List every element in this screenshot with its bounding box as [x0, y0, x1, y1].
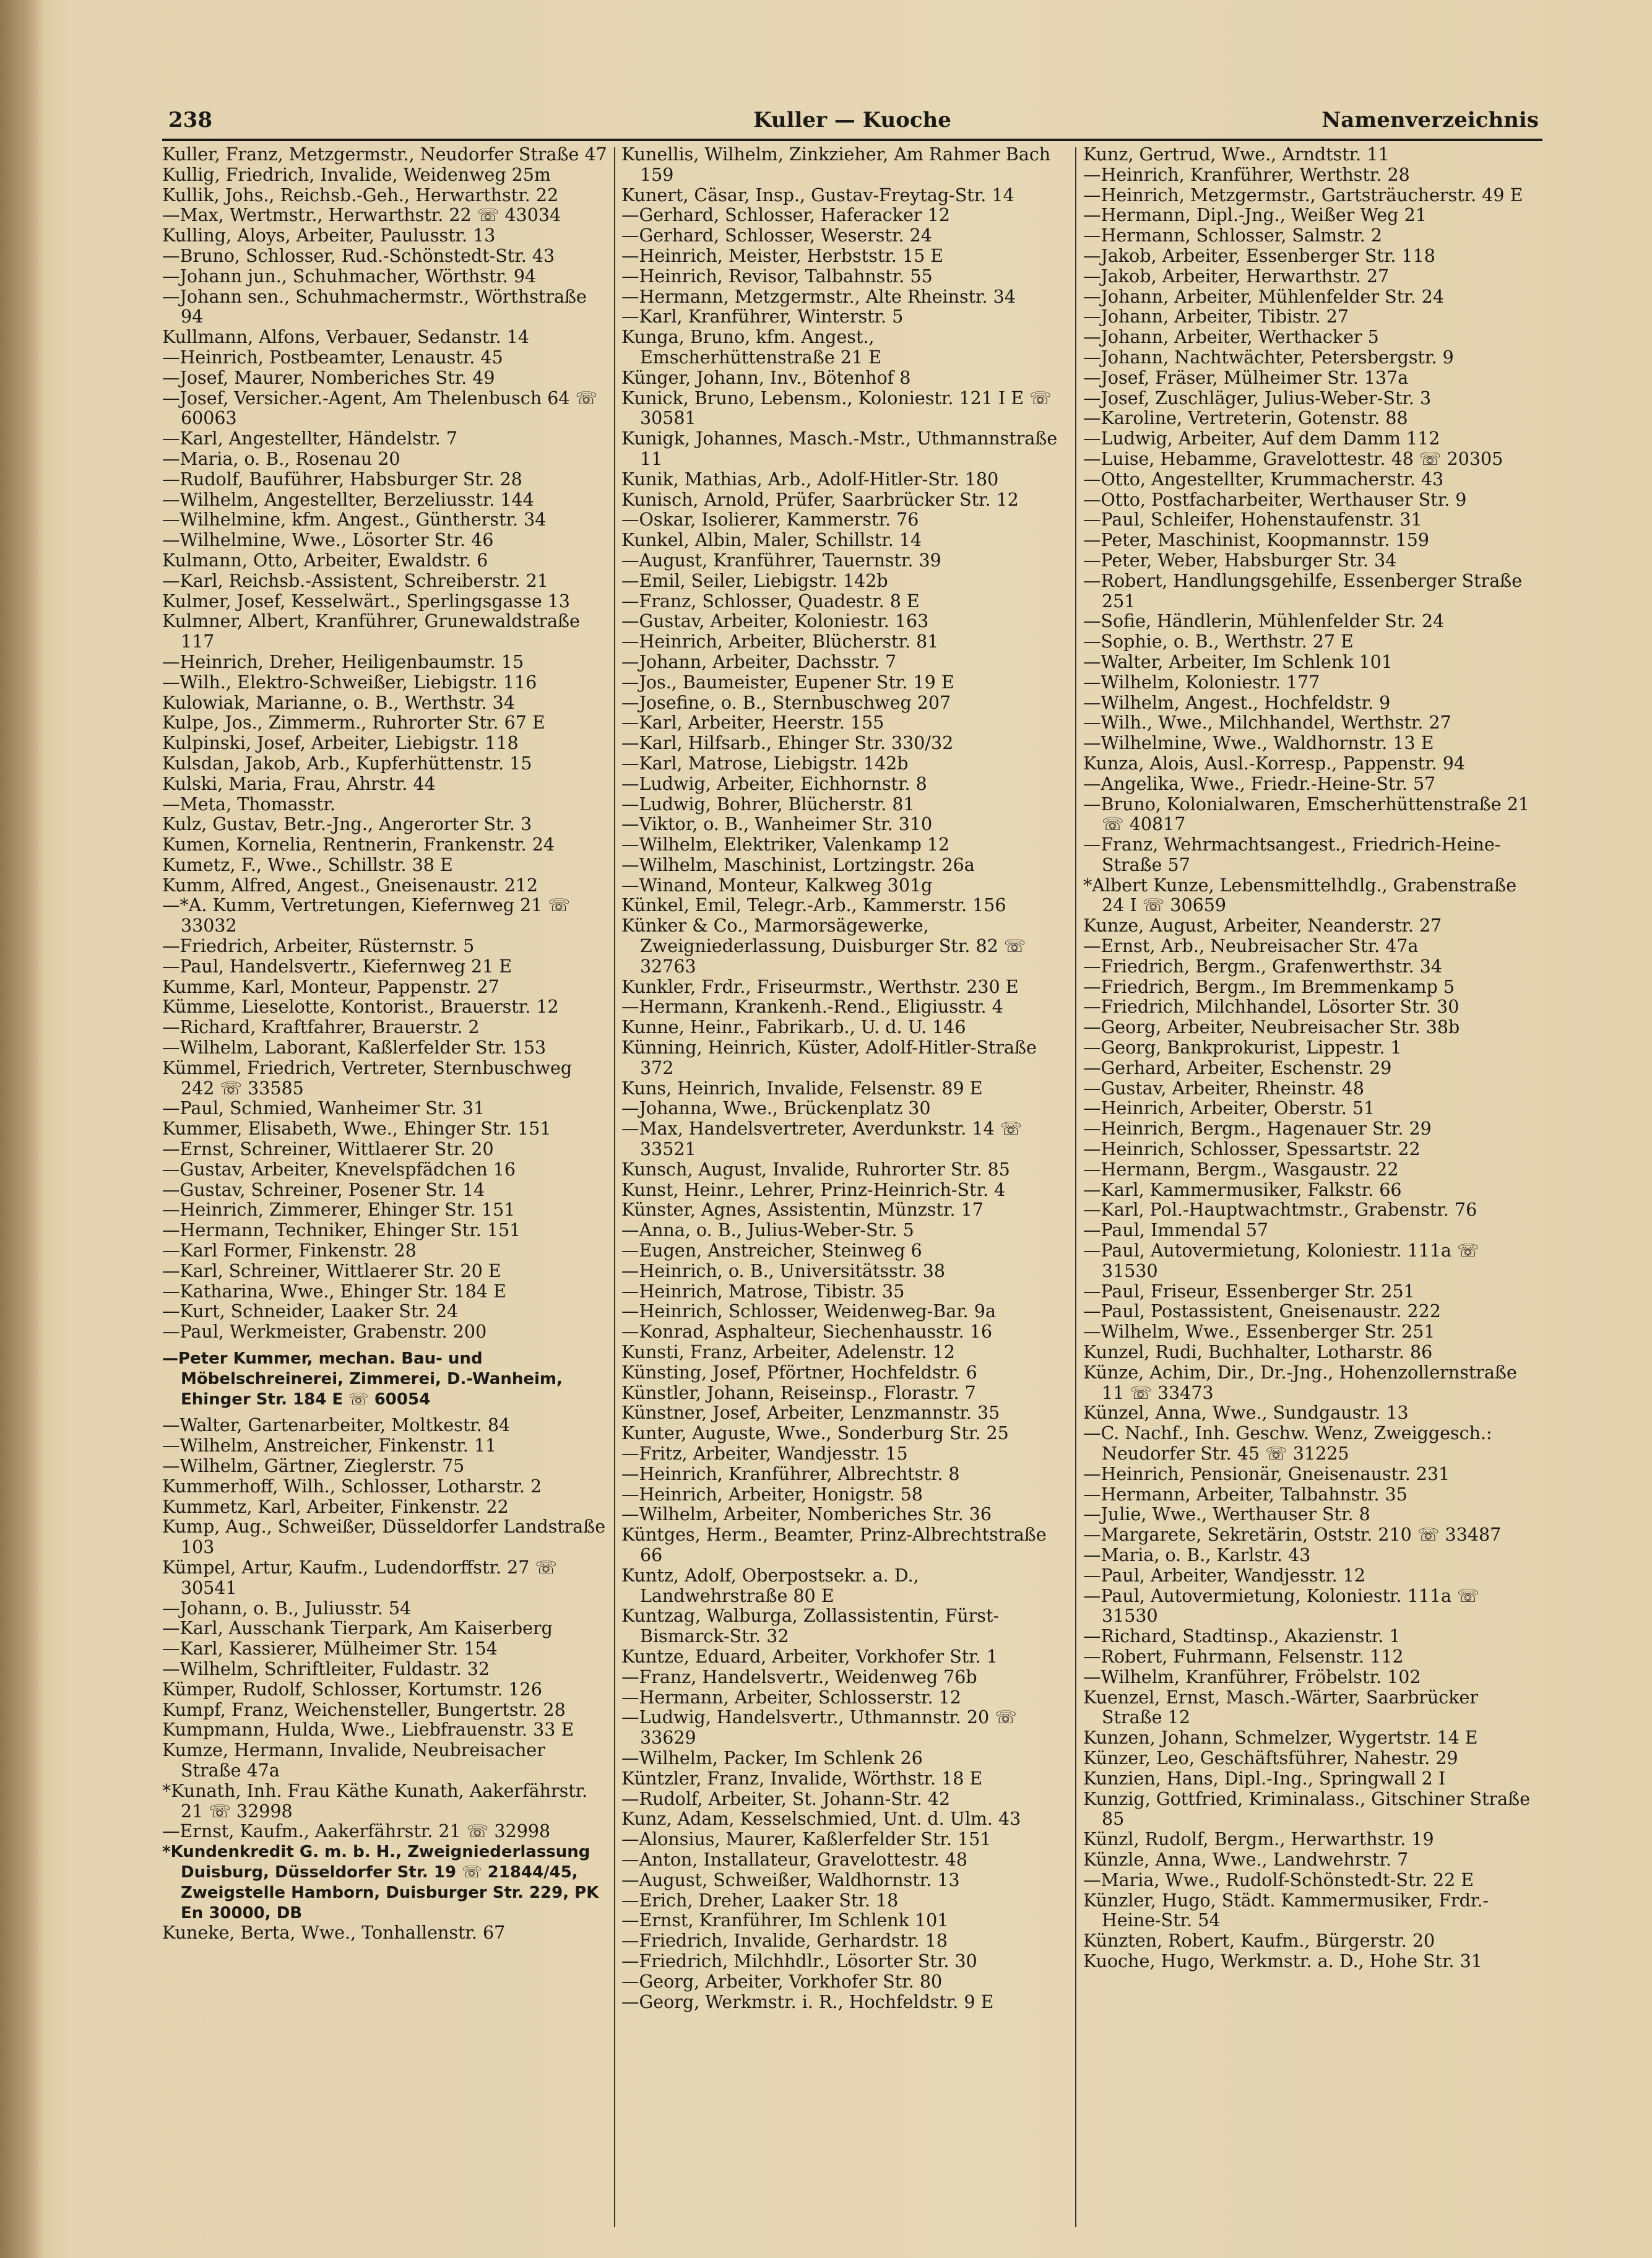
directory-entry: —Friedrich, Milchhdlr., Lösorter Str. 30	[621, 1950, 977, 1971]
directory-entry: —Hermann, Schlosser, Salmstr. 2	[1083, 225, 1383, 246]
directory-entry: —Heinrich, Arbeiter, Oberstr. 51	[1083, 1098, 1375, 1119]
directory-entry: —Heinrich, Bergm., Hagenauer Str. 29	[1083, 1118, 1432, 1140]
directory-entry: —August, Kranführer, Tauernstr. 39	[621, 550, 941, 571]
directory-entry: —Paul, Autovermietung, Koloniestr. 111a ☏ 31530	[1083, 1240, 1479, 1281]
directory-entry: Kuntz, Adolf, Oberpostsekr. a. D., Landwehrstraße 80 E	[621, 1565, 919, 1606]
directory-entry: Kümmel, Friedrich, Vertreter, Sternbuschweg 242 ☏ 33585	[162, 1057, 573, 1099]
directory-entry: —Wilhelmine, Wwe., Waldhornstr. 13 E	[1083, 733, 1434, 754]
directory-entry: Künzel, Anna, Wwe., Sundgaustr. 13	[1083, 1403, 1409, 1424]
directory-entry: —Franz, Wehrmachtsangest., Friedrich-Heine-Straße 57	[1083, 834, 1501, 875]
page-header	[162, 104, 1542, 141]
directory-entry: —Robert, Handlungsgehilfe, Essenberger Straße 251	[1083, 570, 1523, 612]
directory-column-3	[1083, 145, 1531, 2237]
directory-entry: —Gerhard, Schlosser, Haferacker 12	[621, 205, 950, 226]
directory-entry: —Winand, Monteur, Kalkweg 301g	[621, 875, 933, 896]
directory-entry: —Erich, Dreher, Laaker Str. 18	[621, 1890, 899, 1911]
directory-entry: —Paul, Postassistent, Gneisenaustr. 222	[1083, 1301, 1441, 1322]
directory-entry: —*A. Kumm, Vertretungen, Kiefernweg 21 ☏ 33032	[162, 895, 570, 937]
directory-entry: —Karl, Reichsb.-Assistent, Schreiberstr. 21	[162, 570, 548, 591]
directory-entry: Künzten, Robert, Kaufm., Bürgerstr. 20	[1083, 1931, 1435, 1952]
directory-entry: Künkel, Emil, Telegr.-Arb., Kammerstr. 156	[621, 895, 1006, 916]
directory-entry: —Paul, Schleifer, Hohenstaufenstr. 31	[1083, 509, 1422, 530]
directory-entry: Künzle, Anna, Wwe., Landwehrstr. 7	[1083, 1849, 1409, 1870]
directory-entry: —Oskar, Isolierer, Kammerstr. 76	[621, 509, 919, 530]
directory-entry: —Karl, Angestellter, Händelstr. 7	[162, 428, 458, 449]
directory-entry: —Margarete, Sekretärin, Oststr. 210 ☏ 33487	[1083, 1525, 1502, 1546]
directory-entry: —Rudolf, Bauführer, Habsburger Str. 28	[162, 469, 522, 490]
directory-entry: Künker & Co., Marmorsägewerke, Zweigniederlassung, Duisburger Str. 82 ☏ 32763	[621, 915, 1026, 977]
directory-entry: —Heinrich, Metzgermstr., Gartsträucherstr. 49 E	[1083, 184, 1523, 205]
directory-entry: Kullmann, Alfons, Verbauer, Sedanstr. 14	[162, 327, 530, 348]
directory-entry: Kuntzag, Walburga, Zollassistentin, Fürst-Bismarck-Str. 32	[621, 1606, 1000, 1647]
directory-entry: —Paul, Friseur, Essenberger Str. 251	[1083, 1281, 1415, 1302]
directory-entry: —Heinrich, Meister, Herbststr. 15 E	[621, 245, 944, 266]
directory-entry: —Heinrich, Postbeamter, Lenaustr. 45	[162, 347, 503, 368]
directory-column-1	[162, 145, 610, 2237]
directory-entry: —Peter, Weber, Habsburger Str. 34	[1083, 550, 1397, 571]
directory-entry: Kunert, Cäsar, Insp., Gustav-Freytag-Str. 14	[621, 184, 1014, 205]
directory-entry: —Franz, Handelsvertr., Weidenweg 76b	[621, 1666, 977, 1687]
directory-entry: —Hermann, Dipl.-Jng., Weißer Weg 21	[1083, 205, 1427, 226]
directory-entry: —August, Schweißer, Waldhornstr. 13	[621, 1869, 960, 1890]
directory-entry: —Josef, Fräser, Mülheimer Str. 137a	[1083, 367, 1409, 388]
directory-entry: —Paul, Werkmeister, Grabenstr. 200	[162, 1321, 487, 1343]
directory-entry: —Luise, Hebamme, Gravelottestr. 48 ☏ 20305	[1083, 448, 1503, 469]
directory-entry: —Julie, Wwe., Werthauser Str. 8	[1083, 1504, 1370, 1525]
directory-entry: —Wilhelm, Maschinist, Lortzingstr. 26a	[621, 854, 975, 875]
directory-entry: Künzl, Rudolf, Bergm., Herwarthstr. 19	[1083, 1829, 1434, 1850]
directory-entry: —Wilhelm, Schriftleiter, Fuldastr. 32	[162, 1658, 490, 1679]
directory-entry: —Heinrich, Schlosser, Weidenweg-Bar. 9a	[621, 1301, 996, 1322]
directory-entry: —Josef, Zuschläger, Julius-Weber-Str. 3	[1083, 387, 1432, 409]
directory-entry: —Konrad, Asphalteur, Siechenhausstr. 16	[621, 1321, 993, 1343]
directory-entry: Kulmner, Albert, Kranführer, Grunewaldstraße 117	[162, 611, 580, 652]
directory-entry: Kümme, Lieselotte, Kontorist., Brauerstr. 12	[162, 997, 559, 1018]
directory-entry: Kump, Aug., Schweißer, Düsseldorfer Landstraße 103	[162, 1516, 606, 1558]
directory-entry: Kulmann, Otto, Arbeiter, Ewaldstr. 6	[162, 550, 488, 571]
directory-entry: —Ernst, Schreiner, Wittlaerer Str. 20	[162, 1139, 494, 1160]
directory-entry: —Paul, Arbeiter, Wandjesstr. 12	[1083, 1565, 1366, 1586]
directory-entry: Kuller, Franz, Metzgermstr., Neudorfer Straße 47	[162, 145, 607, 165]
directory-entry: —Hermann, Krankenh.-Rend., Eligiusstr. 4	[621, 997, 1003, 1018]
directory-entry: —Heinrich, Arbeiter, Blücherstr. 81	[621, 631, 939, 652]
directory-entry: —Karl, Hilfsarb., Ehinger Str. 330/32	[621, 733, 954, 754]
directory-entry: —Heinrich, Matrose, Tibistr. 35	[621, 1281, 905, 1302]
directory-entry: —Johann, Arbeiter, Tibistr. 27	[1083, 306, 1349, 327]
directory-entry: —Anna, o. B., Julius-Weber-Str. 5	[621, 1220, 914, 1241]
directory-entry: —Gustav, Arbeiter, Rheinstr. 48	[1083, 1078, 1364, 1099]
directory-entry: Kummerhoff, Wilh., Schlosser, Lotharstr. 2	[162, 1476, 542, 1497]
directory-entry: Kumpf, Franz, Weichensteller, Bungertstr. 28	[162, 1699, 566, 1720]
directory-entry: —Wilhelmine, Wwe., Lösorter Str. 46	[162, 530, 494, 551]
directory-entry: Kulpe, Jos., Zimmerm., Ruhrorter Str. 67 E	[162, 712, 545, 733]
directory-entry: —Robert, Fuhrmann, Felsenstr. 112	[1083, 1646, 1404, 1667]
directory-entry: Kummer, Elisabeth, Wwe., Ehinger Str. 151	[162, 1118, 551, 1140]
directory-entry: —Ernst, Kranführer, Im Schlenk 101	[621, 1910, 949, 1931]
directory-entry: —Sofie, Händlerin, Mühlenfelder Str. 24	[1083, 611, 1445, 632]
directory-entry: —Josefine, o. B., Sternbuschweg 207	[621, 692, 951, 713]
directory-entry: —Paul, Handelsvertr., Kiefernweg 21 E	[162, 956, 512, 977]
directory-entry: —Meta, Thomasstr.	[162, 794, 335, 815]
directory-entry: —Sophie, o. B., Werthstr. 27 E	[1083, 631, 1354, 652]
directory-entry: Kunz, Adam, Kesselschmied, Unt. d. Ulm. 43	[621, 1809, 1021, 1830]
page-title: Kuller — Kuoche	[753, 108, 951, 132]
directory-entry: —Friedrich, Bergm., Im Bremmenkamp 5	[1083, 976, 1455, 997]
directory-entry: —Ernst, Arb., Neubreisacher Str. 47a	[1083, 936, 1419, 957]
directory-entry: —Wilhelm, Arbeiter, Nomberiches Str. 36	[621, 1504, 992, 1525]
directory-entry: —Peter, Maschinist, Koopmannstr. 159	[1083, 530, 1429, 551]
directory-entry: —Johann, Arbeiter, Mühlenfelder Str. 24	[1083, 286, 1445, 307]
directory-entry: —Max, Handelsvertreter, Averdunkstr. 14 ☏ 33521	[621, 1118, 1023, 1160]
directory-entry: —Fritz, Arbeiter, Wandjesstr. 15	[621, 1443, 908, 1464]
directory-entry: Künger, Johann, Inv., Bötenhof 8	[621, 367, 911, 388]
directory-entry: Kumme, Karl, Monteur, Pappenstr. 27	[162, 976, 499, 997]
directory-entry: —Ludwig, Arbeiter, Auf dem Damm 112	[1083, 428, 1440, 449]
directory-entry: —Wilhelm, Elektriker, Valenkamp 12	[621, 834, 950, 855]
directory-entry: —Georg, Bankprokurist, Lippestr. 1	[1083, 1037, 1402, 1058]
directory-entry: —Heinrich, o. B., Universitätsstr. 38	[621, 1260, 946, 1281]
directory-entry: —Karl, Kammermusiker, Falkstr. 66	[1083, 1179, 1402, 1200]
directory-entry: Künze, Achim, Dir., Dr.-Jng., Hohenzollernstraße 11 ☏ 33473	[1083, 1362, 1517, 1403]
column-divider	[1075, 147, 1076, 2227]
directory-entry: Kulmer, Josef, Kesselwärt., Sperlingsgasse 13	[162, 590, 571, 612]
directory-entry: Kunik, Mathias, Arb., Adolf-Hitler-Str. 180	[621, 469, 999, 490]
directory-entry: —Angelika, Wwe., Friedr.-Heine-Str. 57	[1083, 773, 1436, 794]
directory-entry: —Karl, Pol.-Hauptwachtmstr., Grabenstr. 76	[1083, 1200, 1477, 1221]
directory-entry: —Johann, Arbeiter, Werthacker 5	[1083, 327, 1379, 348]
directory-entry: —Gustav, Arbeiter, Knevelspfädchen 16	[162, 1159, 516, 1180]
directory-entry: —Bruno, Schlosser, Rud.-Schönstedt-Str. 43	[162, 245, 555, 266]
directory-entry: —Ernst, Kaufm., Aakerfährstr. 21 ☏ 32998	[162, 1821, 551, 1842]
directory-entry: —Josef, Maurer, Nomberiches Str. 49	[162, 367, 495, 388]
directory-entry: —Wilhelm, Angestellter, Berzeliusstr. 144	[162, 489, 534, 510]
directory-entry: —Gustav, Arbeiter, Koloniestr. 163	[621, 611, 929, 632]
directory-entry: —Johann, o. B., Juliusstr. 54	[162, 1598, 412, 1619]
directory-entry: —Otto, Postfacharbeiter, Werthauser Str. 9	[1083, 489, 1467, 510]
directory-entry: —Paul, Schmied, Wanheimer Str. 31	[162, 1098, 485, 1119]
directory-entry: Künster, Agnes, Assistentin, Münzstr. 17	[621, 1200, 984, 1221]
directory-entry: Kuoche, Hugo, Werkmstr. a. D., Hohe Str. 31	[1083, 1950, 1482, 1971]
directory-entry: —C. Nachf., Inh. Geschw. Wenz, Zweiggesch.: Neudorfer Str. 45 ☏ 31225	[1083, 1423, 1492, 1464]
directory-entry: —Wilhelm, Wwe., Essenberger Str. 251	[1083, 1321, 1435, 1343]
directory-entry: —Karl Former, Finkenstr. 28	[162, 1240, 417, 1261]
directory-entry: Kunkler, Frdr., Friseurmstr., Werthstr. 230 E	[621, 976, 1019, 997]
directory-entry: —Wilhelm, Kranführer, Fröbelstr. 102	[1083, 1666, 1421, 1687]
directory-entry: —Richard, Kraftfahrer, Brauerstr. 2	[162, 1017, 480, 1038]
directory-entry: —Emil, Seiler, Liebigstr. 142b	[621, 570, 888, 591]
directory-entry: —Heinrich, Zimmerer, Ehinger Str. 151	[162, 1200, 516, 1221]
directory-entry: —Jos., Baumeister, Eupener Str. 19 E	[621, 672, 954, 693]
directory-entry: —Heinrich, Revisor, Talbahnstr. 55	[621, 266, 933, 287]
directory-entry: Kumen, Kornelia, Rentnerin, Frankenstr. 24	[162, 834, 555, 855]
directory-entry: Kümper, Rudolf, Schlosser, Kortumstr. 126	[162, 1679, 542, 1700]
directory-entry: Kumpmann, Hulda, Wwe., Liebfrauenstr. 33 E	[162, 1719, 574, 1741]
directory-entry: —Josef, Versicher.-Agent, Am Thelenbusch 64 ☏ 60063	[162, 387, 598, 429]
directory-entry: —Viktor, o. B., Wanheimer Str. 310	[621, 814, 933, 835]
directory-entry: —Gerhard, Arbeiter, Eschenstr. 29	[1083, 1057, 1392, 1078]
directory-entry: —Wilh., Wwe., Milchhandel, Werthstr. 27	[1083, 712, 1451, 733]
directory-entry: —Richard, Stadtinsp., Akazienstr. 1	[1083, 1626, 1401, 1647]
directory-entry: Kunisch, Arnold, Prüfer, Saarbrücker Str. 12	[621, 489, 1019, 510]
directory-entry: —Wilhelm, Laborant, Kaßlerfelder Str. 153	[162, 1037, 547, 1058]
directory-entry: Kunzig, Gottfried, Kriminalass., Gitschiner Straße 85	[1083, 1788, 1531, 1830]
directory-entry: —Walter, Gartenarbeiter, Moltkestr. 84	[162, 1415, 511, 1436]
directory-entry: Kümpel, Artur, Kaufm., Ludendorffstr. 27 ☏ 30541	[162, 1557, 558, 1598]
directory-entry: Kunsti, Franz, Arbeiter, Adelenstr. 12	[621, 1342, 955, 1363]
directory-entry: Kumm, Alfred, Angest., Gneisenaustr. 212	[162, 875, 538, 896]
directory-entry: Kunellis, Wilhelm, Zinkzieher, Am Rahmer Bach 159	[621, 145, 1051, 185]
directory-entry: —Hermann, Techniker, Ehinger Str. 151	[162, 1220, 521, 1241]
directory-entry: —Wilhelm, Angest., Hochfeldstr. 9	[1083, 692, 1391, 713]
directory-entry: —Karl, Arbeiter, Heerstr. 155	[621, 712, 884, 733]
directory-entry: —Gustav, Schreiner, Posener Str. 14	[162, 1179, 485, 1200]
directory-entry: —Bruno, Kolonialwaren, Emscherhüttenstraße 21 ☏ 40817	[1083, 794, 1529, 835]
directory-entry: Kunga, Bruno, kfm. Angest., Emscherhüttenstraße 21 E	[621, 327, 881, 368]
directory-entry: —Karoline, Vertreterin, Gotenstr. 88	[1083, 408, 1408, 429]
directory-entry: —Johann sen., Schuhmachermstr., Wörthstraße 94	[162, 286, 587, 327]
directory-entry: *Kundenkredit G. m. b. H., Zweigniederlassung Duisburg, Düsseldorfer Str. 19 ☏ 21844/45, Zweigstelle Hamborn, Duisburger Str. 229, PK En 30000, DB	[162, 1843, 599, 1923]
directory-entry: —Paul, Autovermietung, Koloniestr. 111a ☏ 31530	[1083, 1585, 1479, 1627]
directory-entry: —Maria, o. B., Karlstr. 43	[1083, 1544, 1311, 1565]
directory-entry: Küntges, Herm., Beamter, Prinz-Albrechtstraße 66	[621, 1525, 1047, 1565]
directory-entry: Kunza, Alois, Ausl.-Korresp., Pappenstr. 94	[1083, 753, 1465, 774]
directory-entry: Künzler, Hugo, Städt. Kammermusiker, Frdr.-Heine-Str. 54	[1083, 1890, 1489, 1931]
directory-entry: —Alonsius, Maurer, Kaßlerfelder Str. 151	[621, 1829, 992, 1850]
directory-entry: Künsting, Josef, Pförtner, Hochfeldstr. 6	[621, 1362, 977, 1383]
directory-entry: —Eugen, Anstreicher, Steinweg 6	[621, 1240, 922, 1261]
directory-entry: —Heinrich, Pensionär, Gneisenaustr. 231	[1083, 1463, 1450, 1484]
directory-entry: —Heinrich, Dreher, Heiligenbaumstr. 15	[162, 651, 524, 672]
directory-entry: *Kunath, Inh. Frau Käthe Kunath, Aakerfährstr. 21 ☏ 32998	[162, 1780, 588, 1822]
directory-entry: Kunne, Heinr., Fabrikarb., U. d. U. 146	[621, 1017, 966, 1038]
directory-entry: —Heinrich, Arbeiter, Honigstr. 58	[621, 1484, 923, 1505]
directory-entry: —Karl, Kranführer, Winterstr. 5	[621, 306, 904, 327]
directory-entry: —Anton, Installateur, Gravelottestr. 48	[621, 1849, 968, 1870]
directory-entry: —Maria, Wwe., Rudolf-Schönstedt-Str. 22 E	[1083, 1869, 1474, 1890]
directory-entry: —Heinrich, Kranführer, Albrechtstr. 8	[621, 1463, 960, 1484]
directory-entry: Kunze, August, Arbeiter, Neanderstr. 27	[1083, 915, 1442, 937]
directory-entry: —Jakob, Arbeiter, Herwarthstr. 27	[1083, 266, 1390, 287]
directory-entry: Kulling, Aloys, Arbeiter, Paulusstr. 13	[162, 225, 496, 246]
directory-entry: Küntzler, Franz, Invalide, Wörthstr. 18 E	[621, 1768, 983, 1789]
page-number: 238	[168, 108, 212, 132]
directory-entry: —Friedrich, Invalide, Gerhardstr. 18	[621, 1931, 948, 1952]
directory-entry: —Maria, o. B., Rosenau 20	[162, 448, 400, 469]
directory-entry: —Hermann, Metzgermstr., Alte Rheinstr. 34	[621, 286, 1016, 307]
directory-entry: —Karl, Matrose, Liebigstr. 142b	[621, 753, 909, 774]
directory-entry: —Ludwig, Bohrer, Blücherstr. 81	[621, 794, 915, 815]
section-title: Namenverzeichnis	[1321, 108, 1539, 132]
directory-entry: Kulski, Maria, Frau, Ahrstr. 44	[162, 773, 436, 794]
directory-entry: Kunkel, Albin, Maler, Schillstr. 14	[621, 530, 922, 551]
directory-entry: Kulowiak, Marianne, o. B., Werthstr. 34	[162, 692, 515, 713]
directory-entry: —Wilhelm, Anstreicher, Finkenstr. 11	[162, 1435, 497, 1456]
directory-entry: Kunigk, Johannes, Masch.-Mstr., Uthmannstraße 11	[621, 428, 1058, 469]
directory-entry: —Johann jun., Schuhmacher, Wörthstr. 94	[162, 266, 537, 287]
directory-entry: Kullig, Friedrich, Invalide, Weidenweg 25m	[162, 164, 551, 185]
directory-entry: —Johann, Arbeiter, Dachsstr. 7	[621, 651, 897, 672]
directory-entry: Kunsch, August, Invalide, Ruhrorter Str. 85	[621, 1159, 1010, 1180]
directory-entry: —Kurt, Schneider, Laaker Str. 24	[162, 1301, 459, 1322]
directory-entry: —Friedrich, Bergm., Grafenwerthstr. 34	[1083, 956, 1442, 977]
directory-entry: —Johanna, Wwe., Brückenplatz 30	[621, 1098, 931, 1119]
directory-entry: Künstler, Johann, Reiseinsp., Florastr. 7	[621, 1382, 976, 1403]
directory-entry: —Ludwig, Arbeiter, Eichhornstr. 8	[621, 773, 927, 794]
directory-entry: —Hermann, Arbeiter, Talbahnstr. 35	[1083, 1484, 1408, 1505]
directory-entry: —Wilh., Elektro-Schweißer, Liebigstr. 116	[162, 672, 537, 693]
directory-entry: *Albert Kunze, Lebensmittelhdlg., Grabenstraße 24 I ☏ 30659	[1083, 875, 1517, 916]
directory-entry: —Max, Wertmstr., Herwarthstr. 22 ☏ 43034	[162, 205, 561, 226]
directory-entry: —Karl, Kassierer, Mülheimer Str. 154	[162, 1638, 498, 1659]
directory-entry: Künning, Heinrich, Küster, Adolf-Hitler-Straße 372	[621, 1037, 1037, 1078]
directory-entry: —Georg, Werkmstr. i. R., Hochfeldstr. 9 E	[621, 1991, 994, 2012]
directory-entry: —Georg, Arbeiter, Neubreisacher Str. 38b	[1083, 1017, 1460, 1038]
directory-entry: —Wilhelm, Gärtner, Zieglerstr. 75	[162, 1456, 465, 1476]
directory-entry: Kumetz, F., Wwe., Schillstr. 38 E	[162, 854, 453, 875]
directory-entry: —Heinrich, Kranführer, Werthstr. 28	[1083, 164, 1410, 185]
directory-entry: —Hermann, Arbeiter, Schlosserstr. 12	[621, 1687, 961, 1708]
directory-entry: Kuntze, Eduard, Arbeiter, Vorkhofer Str. 1	[621, 1646, 998, 1667]
directory-entry: —Wilhelmine, kfm. Angest., Güntherstr. 34	[162, 509, 547, 530]
directory-entry: —Wilhelm, Packer, Im Schlenk 26	[621, 1747, 923, 1768]
directory-column-2	[621, 145, 1070, 2237]
directory-entry: Künzer, Leo, Geschäftsführer, Nahestr. 29	[1083, 1747, 1458, 1768]
directory-entry: Kunter, Auguste, Wwe., Sonderburg Str. 25	[621, 1423, 1009, 1444]
directory-entry: —Georg, Arbeiter, Vorkhofer Str. 80	[621, 1971, 943, 1992]
directory-entry: —Karl, Ausschank Tierpark, Am Kaiserberg	[162, 1618, 553, 1639]
directory-entry: Kunst, Heinr., Lehrer, Prinz-Heinrich-Str. 4	[621, 1179, 1006, 1200]
directory-entry: —Jakob, Arbeiter, Essenberger Str. 118	[1083, 245, 1435, 266]
directory-entry: —Hermann, Bergm., Wasgaustr. 22	[1083, 1159, 1399, 1180]
directory-entry: —Wilhelm, Koloniestr. 177	[1083, 672, 1320, 693]
directory-entry: Kuneke, Berta, Wwe., Tonhallenstr. 67	[162, 1923, 506, 1944]
directory-entry: Kummetz, Karl, Arbeiter, Finkenstr. 22	[162, 1496, 509, 1517]
directory-entry: —Walter, Arbeiter, Im Schlenk 101	[1083, 651, 1393, 672]
directory-entry: Kulsdan, Jakob, Arb., Kupferhüttenstr. 15	[162, 753, 532, 774]
directory-entry: Kuenzel, Ernst, Masch.-Wärter, Saarbrücker Straße 12	[1083, 1687, 1479, 1728]
column-divider	[614, 147, 615, 2227]
directory-entry: —Paul, Immendal 57	[1083, 1220, 1269, 1241]
directory-entry: Kunzen, Johann, Schmelzer, Wygertstr. 14 E	[1083, 1728, 1478, 1749]
directory-entry: —Franz, Schlosser, Quadestr. 8 E	[621, 590, 920, 612]
directory-entry: —Katharina, Wwe., Ehinger Str. 184 E	[162, 1281, 506, 1302]
directory-entry: Kuns, Heinrich, Invalide, Felsenstr. 89 E	[621, 1078, 983, 1099]
directory-entry: —Johann, Nachtwächter, Petersbergstr. 9	[1083, 347, 1454, 368]
directory-entry: Kunick, Bruno, Lebensm., Koloniestr. 121 I E ☏ 30581	[621, 387, 1052, 429]
book-binding-edge	[0, 0, 43, 2258]
directory-entry: —Heinrich, Schlosser, Spessartstr. 22	[1083, 1139, 1421, 1160]
directory-entry: —Gerhard, Schlosser, Weserstr. 24	[621, 225, 932, 246]
directory-entry: Künstner, Josef, Arbeiter, Lenzmannstr. 35	[621, 1403, 1000, 1424]
directory-entry: —Rudolf, Arbeiter, St. Johann-Str. 42	[621, 1788, 951, 1809]
directory-entry: Kullik, Johs., Reichsb.-Geh., Herwarthstr. 22	[162, 184, 559, 205]
directory-entry: —Otto, Angestellter, Krummacherstr. 43	[1083, 469, 1444, 490]
directory-entry: Kumze, Hermann, Invalide, Neubreisacher Straße 47a	[162, 1740, 545, 1781]
directory-entry: Kunz, Gertrud, Wwe., Arndtstr. 11	[1083, 145, 1390, 165]
directory-entry: Kulpinski, Josef, Arbeiter, Liebigstr. 118	[162, 733, 519, 754]
directory-entry: Kunzien, Hans, Dipl.-Ing., Springwall 2 I	[1083, 1768, 1446, 1789]
directory-entry: Kulz, Gustav, Betr.-Jng., Angerorter Str. 3	[162, 814, 532, 835]
directory-entry: —Friedrich, Arbeiter, Rüsternstr. 5	[162, 936, 475, 957]
directory-entry: —Friedrich, Milchhandel, Lösorter Str. 30	[1083, 997, 1460, 1018]
directory-entry: —Peter Kummer, mechan. Bau- und Möbelschreinerei, Zimmerei, D.-Wanheim, Ehinger Str. 184 E ☏ 60054	[162, 1349, 563, 1409]
directory-entry: —Ludwig, Handelsvertr., Uthmannstr. 20 ☏ 33629	[621, 1707, 1017, 1749]
directory-entry: Kunzel, Rudi, Buchhalter, Lotharstr. 86	[1083, 1342, 1433, 1363]
directory-entry: —Karl, Schreiner, Wittlaerer Str. 20 E	[162, 1260, 501, 1281]
